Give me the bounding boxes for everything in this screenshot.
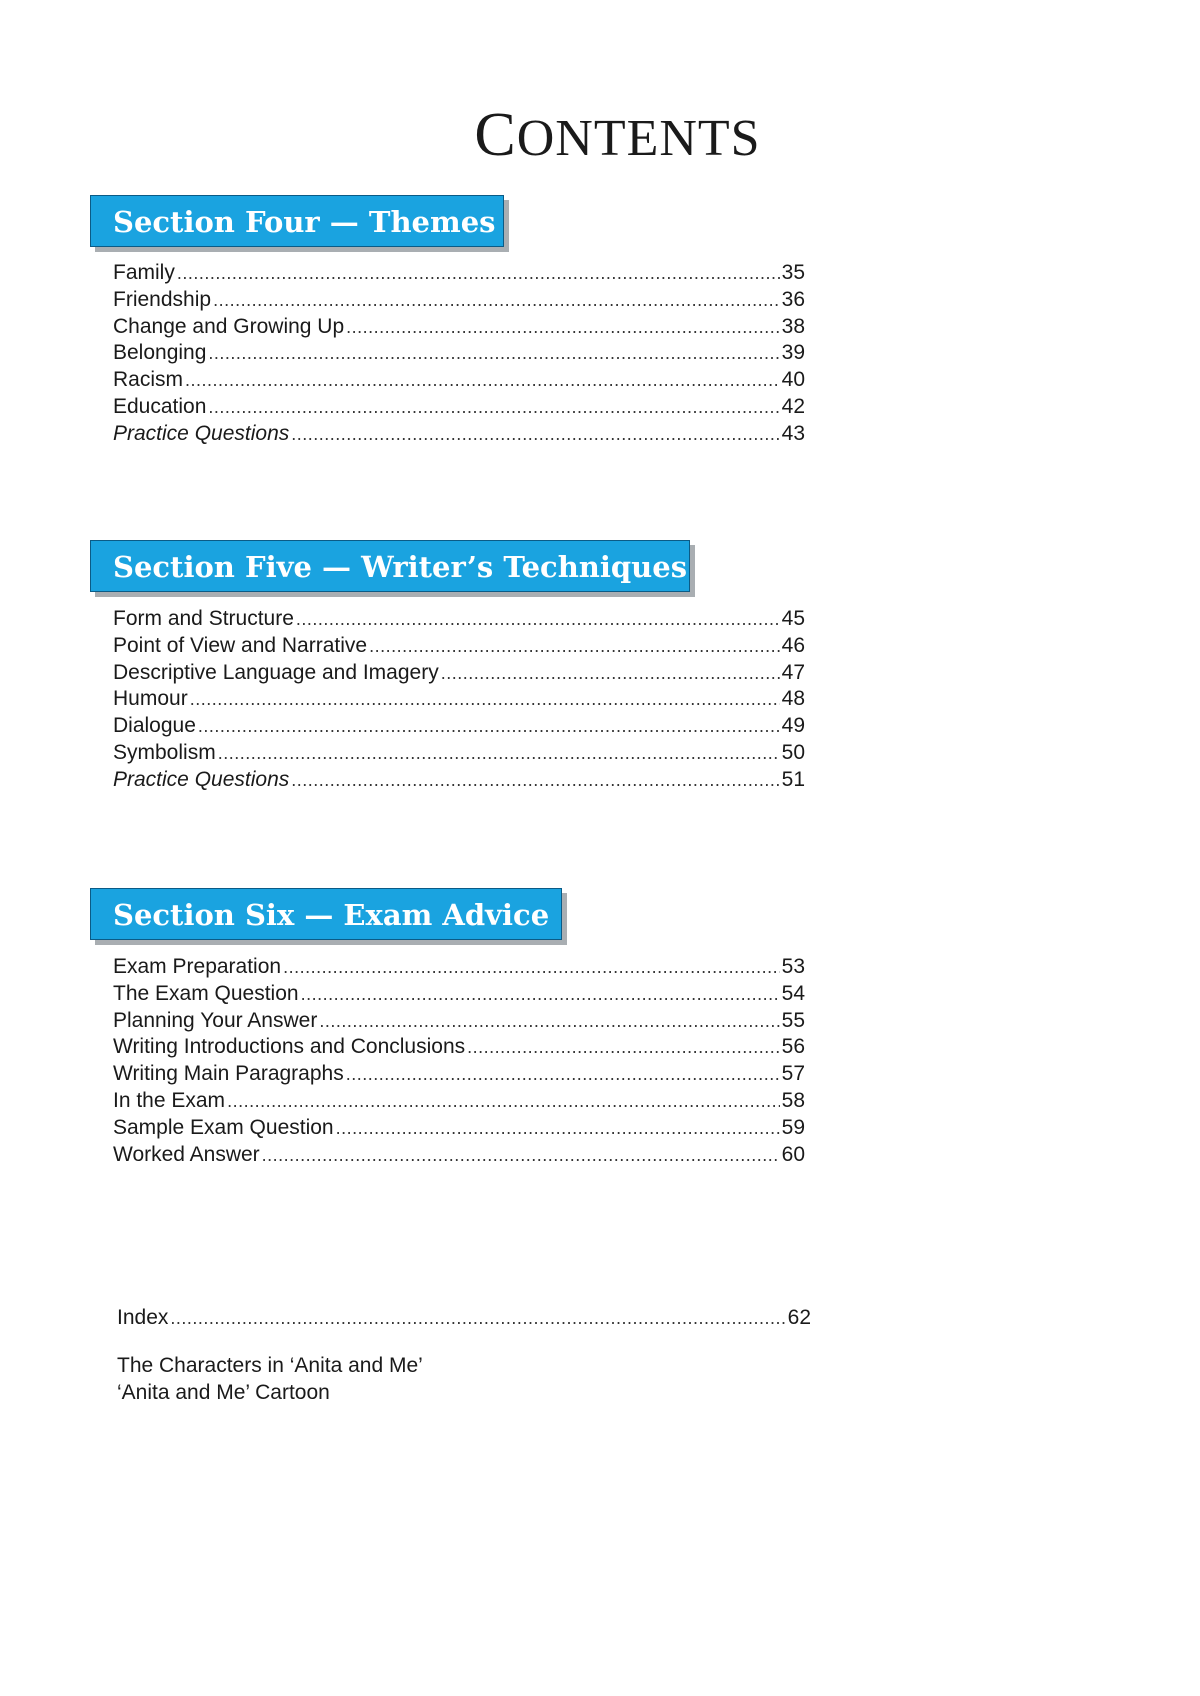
toc-entry-main-paragraphs[interactable] xyxy=(113,1061,805,1088)
extras-list xyxy=(117,1352,423,1406)
leader-dots xyxy=(208,340,779,367)
section-five-list xyxy=(113,606,805,794)
toc-entry-exam-preparation[interactable] xyxy=(113,954,805,981)
toc-entry-title: Planning Your Answer xyxy=(113,1008,318,1032)
leader-dots xyxy=(170,1305,785,1332)
page-title xyxy=(0,100,1200,171)
section-four-heading: Section Four — Themes xyxy=(90,195,504,247)
toc-entry-dialogue[interactable] xyxy=(113,713,805,740)
toc-entry-worked-answer[interactable] xyxy=(113,1142,805,1169)
toc-entry-title: Family xyxy=(113,261,175,284)
toc-entry-the-exam-question[interactable] xyxy=(113,981,805,1008)
toc-entry-title: Practice Questions xyxy=(113,421,290,445)
index-list xyxy=(117,1305,811,1332)
toc-entry-title: Writing Main Paragraphs xyxy=(113,1062,344,1086)
toc-entry-title: Exam Preparation xyxy=(113,955,282,978)
toc-entry-introductions-and-conclusions[interactable] xyxy=(113,1034,805,1061)
leader-dots xyxy=(227,1088,780,1115)
toc-entry-title: Belonging xyxy=(113,341,207,365)
leader-dots xyxy=(301,981,780,1008)
toc-entry-title: Friendship xyxy=(113,287,212,311)
toc-entry-planning-your-answer[interactable] xyxy=(113,1008,805,1035)
toc-entry-title: Descriptive Language and Imagery xyxy=(113,660,439,684)
toc-entry-family[interactable] xyxy=(113,260,805,287)
toc-entry-page: 48 xyxy=(781,687,805,711)
page-title-initial: C xyxy=(474,101,517,169)
leader-dots xyxy=(346,1061,780,1088)
toc-entry-point-of-view[interactable] xyxy=(113,633,805,660)
toc-entry-title: Form and Structure xyxy=(113,607,294,630)
toc-entry-humour[interactable] xyxy=(113,686,805,713)
toc-entry-practice-questions[interactable] xyxy=(113,421,805,448)
toc-entry-sample-exam-question[interactable] xyxy=(113,1115,805,1142)
leader-dots xyxy=(283,954,780,981)
toc-entry-page: 56 xyxy=(781,1035,805,1059)
toc-entry-descriptive-language[interactable] xyxy=(113,660,805,687)
page-title-rest: ONTENTS xyxy=(516,110,761,167)
toc-entry-title: The Exam Question xyxy=(113,981,299,1005)
leader-dots xyxy=(213,287,780,314)
leader-dots xyxy=(177,260,780,287)
toc-entry-racism[interactable] xyxy=(113,367,805,394)
toc-entry-title: Dialogue xyxy=(113,714,196,738)
leader-dots xyxy=(369,633,780,660)
toc-entry-page: 40 xyxy=(781,368,805,392)
toc-entry-title: Index xyxy=(117,1306,169,1329)
toc-entry-title: Symbolism xyxy=(113,740,216,764)
toc-entry-title: Education xyxy=(113,394,207,418)
toc-entry-page: 36 xyxy=(781,287,805,311)
leader-dots xyxy=(336,1115,780,1142)
toc-entry-title: Sample Exam Question xyxy=(113,1115,334,1139)
toc-entry-symbolism[interactable] xyxy=(113,740,805,767)
toc-entry-page: 55 xyxy=(781,1008,805,1032)
section-four-list xyxy=(113,260,805,448)
extras-item-characters[interactable]: The Characters in ‘Anita and Me’ xyxy=(117,1354,423,1377)
toc-entry-page: 49 xyxy=(781,714,805,738)
toc-entry-change-and-growing-up[interactable] xyxy=(113,314,805,341)
toc-entry-page: 42 xyxy=(781,394,805,418)
leader-dots xyxy=(291,767,779,794)
toc-entry-index[interactable] xyxy=(117,1305,811,1332)
toc-entry-title: Practice Questions xyxy=(113,767,290,791)
toc-entry-page: 47 xyxy=(781,660,805,684)
leader-dots xyxy=(198,713,780,740)
section-six-list xyxy=(113,954,805,1168)
toc-entry-page: 53 xyxy=(781,955,805,978)
toc-entry-page: 46 xyxy=(781,633,805,657)
toc-entry-page: 35 xyxy=(781,261,805,284)
leader-dots xyxy=(291,421,779,448)
toc-entry-friendship[interactable] xyxy=(113,287,805,314)
toc-entry-page: 62 xyxy=(787,1306,811,1329)
toc-entry-page: 51 xyxy=(781,767,805,791)
toc-entry-belonging[interactable] xyxy=(113,340,805,367)
toc-entry-practice-questions[interactable] xyxy=(113,767,805,794)
leader-dots xyxy=(346,314,779,341)
toc-entry-title: Humour xyxy=(113,687,188,711)
leader-dots xyxy=(208,394,779,421)
leader-dots xyxy=(185,367,780,394)
toc-entry-title: Point of View and Narrative xyxy=(113,633,368,657)
leader-dots xyxy=(467,1034,780,1061)
toc-entry-page: 58 xyxy=(781,1088,805,1112)
toc-entry-title: In the Exam xyxy=(113,1088,226,1112)
toc-entry-page: 50 xyxy=(781,740,805,764)
section-five-heading: Section Five — Writer’s Techniques xyxy=(90,540,690,592)
leader-dots xyxy=(190,686,780,713)
toc-entry-page: 59 xyxy=(781,1115,805,1139)
section-six-heading: Section Six — Exam Advice xyxy=(90,888,562,940)
leader-dots xyxy=(441,660,780,687)
toc-entry-education[interactable] xyxy=(113,394,805,421)
toc-entry-page: 43 xyxy=(781,421,805,445)
toc-entry-in-the-exam[interactable] xyxy=(113,1088,805,1115)
toc-entry-page: 38 xyxy=(781,314,805,338)
leader-dots xyxy=(296,606,780,633)
leader-dots xyxy=(319,1008,779,1035)
extras-item-cartoon[interactable]: ‘Anita and Me’ Cartoon xyxy=(117,1381,330,1404)
toc-entry-title: Racism xyxy=(113,368,184,392)
toc-entry-page: 39 xyxy=(781,341,805,365)
toc-entry-title: Writing Introductions and Conclusions xyxy=(113,1035,466,1059)
toc-entry-page: 60 xyxy=(781,1142,805,1166)
toc-entry-page: 57 xyxy=(781,1062,805,1086)
toc-entry-title: Change and Growing Up xyxy=(113,314,345,338)
leader-dots xyxy=(262,1142,780,1169)
toc-entry-title: Worked Answer xyxy=(113,1142,260,1166)
toc-entry-page: 54 xyxy=(781,981,805,1005)
leader-dots xyxy=(218,740,780,767)
toc-entry-page: 45 xyxy=(781,607,805,630)
toc-entry-form-and-structure[interactable] xyxy=(113,606,805,633)
